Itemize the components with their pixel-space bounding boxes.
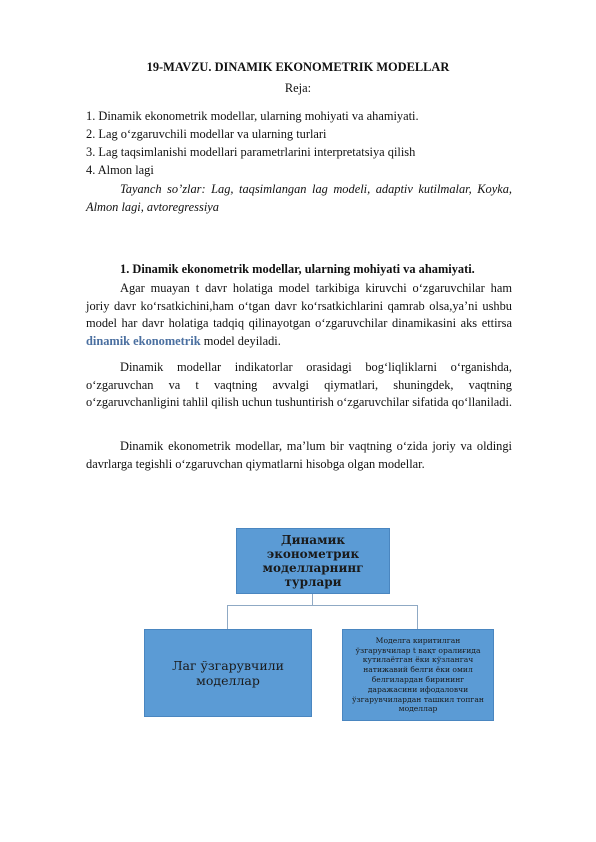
highlighted-term: dinamik ekonometrik xyxy=(86,333,201,348)
diagram-root-label: Динамик эконометрик моделларнинг турлари xyxy=(262,533,364,589)
plan-item: 3. Lag taqsimlanishi modellari parametrlarini interpretatsiya qilish xyxy=(86,145,416,159)
plan-label: Reja: xyxy=(284,81,312,95)
diagram-left-box xyxy=(144,629,312,717)
connector-line xyxy=(312,593,313,605)
plan-item: 1. Dinamik ekonometrik modellar, ularning mohiyati va ahamiyati. xyxy=(86,109,419,123)
page-title: 19-MAVZU. DINAMIK EKONOMETRIK MODELLAR xyxy=(146,60,450,74)
plan-item: 2. Lag o‘zgaruvchili modellar va ularning turlari xyxy=(86,127,327,141)
paragraph-3-text: Dinamik ekonometrik modellar, ma’lum bir vaqtning o‘zida joriy va oldingi davrlarga tegishli o‘zgaruvchan qiymatlarni hisobga olgan modellar. xyxy=(86,439,512,471)
section-heading: 1. Dinamik ekonometrik modellar, ularning mohiyati va ahamiyati. xyxy=(120,262,475,276)
paragraph-2-text: Dinamik modellar indikatorlar orasidagi bog‘liqliklarni o‘rganishda, o‘zgaruvchan va t vaqtning avvalgi qiymatlari, shuningdek, vaqtning o‘zgaruvchanligini tahlil qilish uchun tushuntirish o‘zgaruvchilar sifatida qo‘llaniladi. xyxy=(86,360,512,409)
keywords-text: Tayanch so’zlar: Lag, taqsimlangan lag modeli, adaptiv kutilmalar, Koyka, Almon lagi, avtoregressiya xyxy=(86,182,512,214)
diagram-root-box xyxy=(236,528,390,594)
connector-line xyxy=(227,605,417,606)
diagram-left-label: Лаг ўзгарувчили моделлар xyxy=(172,658,284,688)
connector-line xyxy=(417,605,418,629)
paragraph-3 xyxy=(86,438,512,473)
paragraph-1-tail: model deyiladi. xyxy=(200,333,281,348)
paragraph-2 xyxy=(86,359,512,412)
plan-item: 4. Almon lagi xyxy=(86,163,154,177)
paragraph-1-text: Agar muayan t davr holatiga model tarkibiga kiruvchi o‘zgaruvchilar ham joriy davr ko‘rsatkichini,ham o‘tgan davr ko‘rsatkichlarini qamrab olsa,ya’ni ushbu model har davr holatiga tadqiq qilinayotgan o‘zgaruvchilar dinamikasini aks ettirsa xyxy=(86,281,512,330)
connector-line xyxy=(227,605,228,629)
diagram-right-box xyxy=(342,629,494,721)
diagram-right-label: Моделга киритилган ўзгарувчилар t вақт оралиғида кутилаётган ёки кўзлангач натижавий белги ёки омил белгилардан бирининг даражасини ифодаловчи ўзгарувчилардан ташкил топган моделлар xyxy=(352,635,484,714)
keywords-paragraph xyxy=(86,181,512,216)
paragraph-1 xyxy=(86,280,512,350)
